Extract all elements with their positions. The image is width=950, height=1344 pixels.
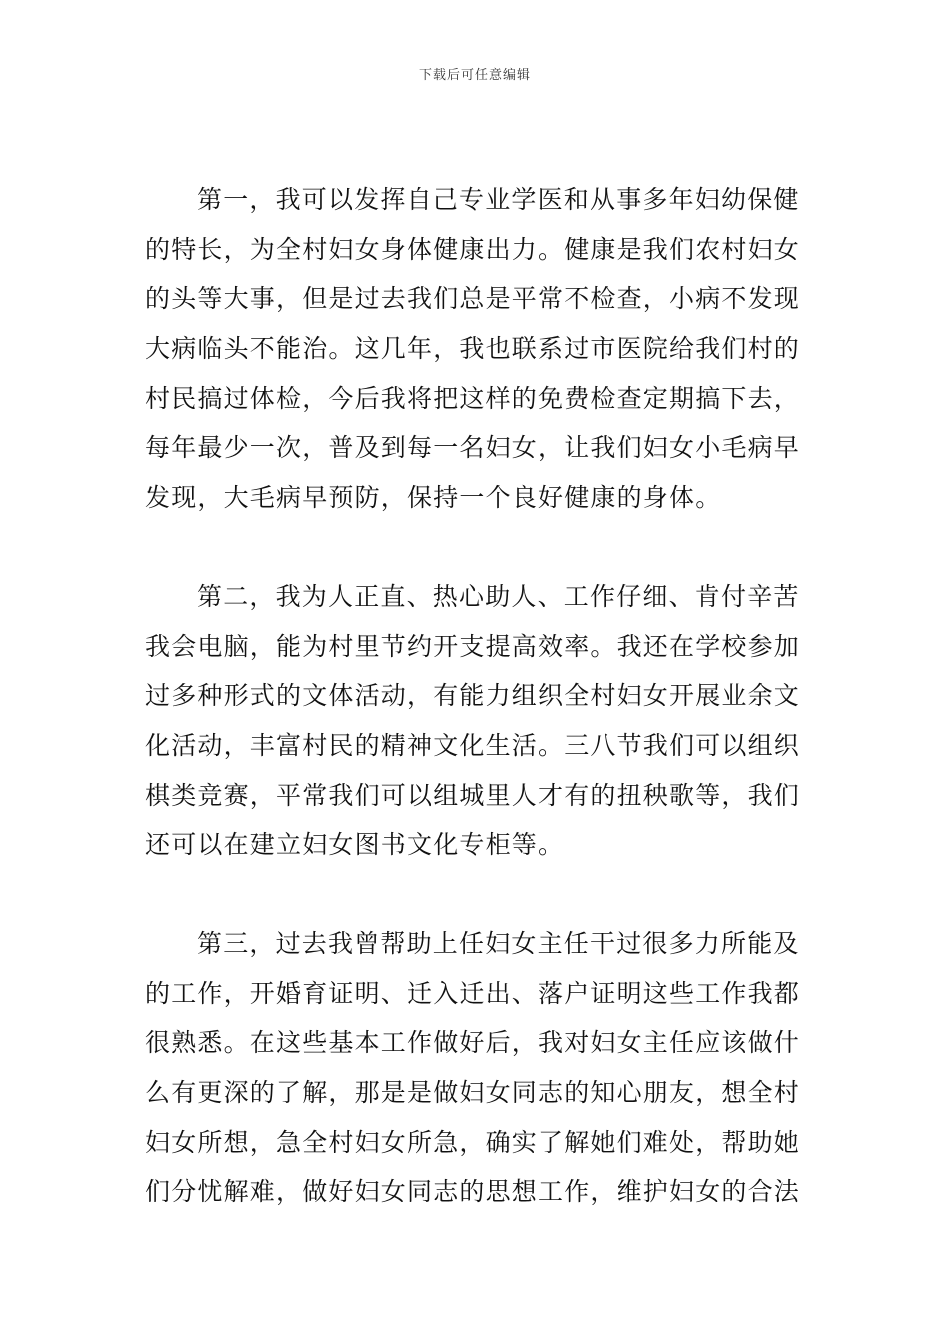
text-line: 村民搞过体检，今后我将把这样的免费检查定期搞下去， <box>145 383 801 413</box>
text-line: 很熟悉。在这些基本工作做好后，我对妇女主任应该做什 <box>145 1028 801 1058</box>
text-line: 每年最少一次，普及到每一名妇女，让我们妇女小毛病早 <box>145 433 801 463</box>
paragraph-1 <box>145 175 810 523</box>
text-line: 们分忧解难，做好妇女同志的思想工作，维护妇女的合法 <box>145 1177 801 1207</box>
text-line: 的特长，为全村妇女身体健康出力。健康是我们农村妇女 <box>145 234 801 264</box>
text-line: 过多种形式的文体活动，有能力组织全村妇女开展业余文 <box>145 681 801 711</box>
text-line: 化活动，丰富村民的精神文化生活。三八节我们可以组织 <box>145 730 801 760</box>
text-line: 第二，我为人正直、热心助人、工作仔细、肯付辛苦 <box>197 581 800 611</box>
text-line: 么有更深的了解，那是是做妇女同志的知心朋友，想全村 <box>145 1078 801 1107</box>
text-line: 棋类竞赛，平常我们可以组城里人才有的扭秧歌等，我们 <box>145 780 801 810</box>
text-line: 妇女所想，急全村妇女所急，确实了解她们难处，帮助她 <box>145 1127 801 1157</box>
paragraph-spacer <box>145 870 810 919</box>
text-line: 我会电脑，能为村里节约开支提高效率。我还在学校参加 <box>145 631 801 661</box>
paragraph-spacer <box>145 523 810 572</box>
document-body <box>145 175 810 1217</box>
text-line: 大病临头不能治。这几年，我也联系过市医院给我们村的 <box>145 334 801 364</box>
text-line: 的头等大事，但是过去我们总是平常不检查，小病不发现 <box>145 284 801 314</box>
text-line: 第三，过去我曾帮助上任妇女主任干过很多力所能及 <box>197 928 800 958</box>
text-line: 发现，大毛病早预防，保持一个良好健康的身体。 <box>145 483 722 513</box>
paragraph-2 <box>145 572 810 870</box>
text-line: 还可以在建立妇女图书文化专柜等。 <box>145 830 565 860</box>
text-line: 的工作，开婚育证明、迁入迁出、落户证明这些工作我都 <box>145 978 801 1008</box>
paragraph-3 <box>145 919 810 1217</box>
text-line: 第一，我可以发挥自己专业学医和从事多年妇幼保健 <box>197 185 800 214</box>
page-header: 下载后可任意编辑 <box>418 68 531 83</box>
